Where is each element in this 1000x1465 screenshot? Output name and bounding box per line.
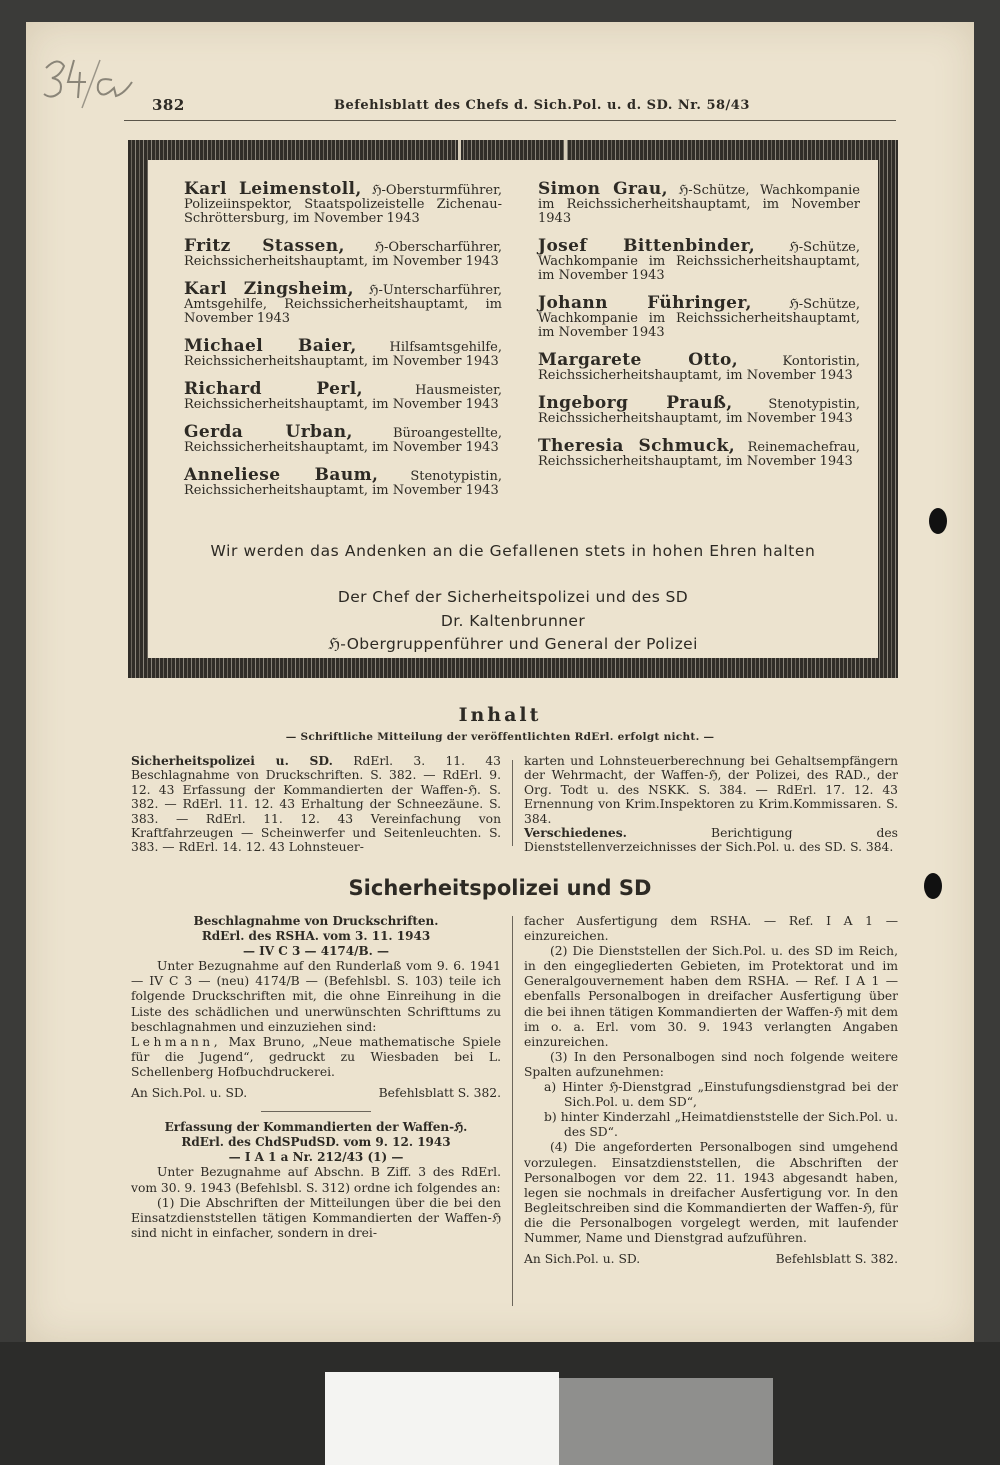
article-file-number: — IV C 3 — 4174/B. — — [243, 944, 389, 959]
memorial-left-column — [184, 179, 502, 511]
body-right-column — [524, 914, 898, 1267]
contents-heading: Verschiedenes. — [524, 825, 627, 841]
memorial-entry: Richard Perl, Hausmeister, Reichssicherheitshauptamt, im November 1943 — [184, 379, 502, 412]
memorial-right-column — [538, 179, 860, 482]
color-calibration-white — [325, 1372, 559, 1465]
signature-name: Dr. Kaltenbrunner — [440, 612, 586, 630]
memorial-entry: Ingeborg Prauß, Stenotypistin, Reichssicherheitshauptamt, im November 1943 — [538, 393, 860, 426]
signature-rank: ℌ-Obergruppenführer und General der Polizei — [328, 635, 698, 653]
signature-line-1: Der Chef der Sicherheitspolizei und des SD — [337, 588, 689, 606]
memorial-entry: Gerda Urban, Büroangestellte, Reichssicherheitshauptamt, im November 1943 — [184, 422, 502, 455]
memorial-entry: Simon Grau, ℌ-Schütze, Wachkompanie im Reichssicherheitshauptamt, im November 1943 — [538, 179, 860, 226]
paragraph: Unter Bezugnahme auf Abschn. B Ziff. 3 des RdErl. vom 30. 9. 1943 (Befehlsbl. S. 312) ordne ich folgendes an: — [131, 1165, 501, 1195]
contents-left-column: Sicherheitspolizei u. SD. RdErl. 3. 11. 43 Beschlagnahme von Druckschriften. S. 382. — RdErl. 9. 12. 43 Erfassung der Kommandierten der Waffen-ℌ. S. 382. — RdErl. 11. 12. 43 Erhaltung der Schneezäune. S. 383. — RdErl. 11. 12. 43 Vereinfachung von Kraftfahrzeugen — Scheinwerfer und Seitenleuchten. S. 383. — RdErl. 14. 12. 43 Lohnsteuer- — [131, 753, 501, 855]
paragraph: (4) Die angeforderten Personalbogen sind umgehend vorzulegen. Einsatzdienststellen, die Abschriften der Personalbogen vor dem 22. 11. 1943 abgesandt haben, legen sie nochmals in dreifacher Ausfertigung vor. In den Begleitschreiben sind die Kommandierten der Waffen-ℌ, für die die Personalbogen vorgelegt werden, mit laufender Nummer, Name und Dienstgrad aufzuführen. — [524, 1140, 898, 1245]
memorial-entry: Anneliese Baum, Stenotypistin, Reichssicherheitshauptamt, im November 1943 — [184, 465, 502, 498]
publication-title: Befehlsblatt des Chefs d. Sich.Pol. u. d. SD. Nr. 58/43 — [334, 98, 750, 113]
body-left-column — [131, 914, 501, 1241]
paragraph: (2) Die Dienststellen der Sich.Pol. u. des SD im Reich, in den eingegliederten Gebieten, im Protektorat und im Generalgouvernement haben dem RSHA. — Ref. I A 1 — ebenfalls Personalbogen in dreifacher Ausfertigung über die bei ihnen tätigen Kommandierten der Waffen-ℌ mit dem im o. a. Erl. vom 30. 9. 1943 verlangten Angaben einzureichen. — [524, 944, 898, 1049]
article-reference: RdErl. des RSHA. vom 3. 11. 1943 — [201, 929, 431, 944]
memorial-panel — [148, 160, 878, 658]
separator — [261, 1111, 371, 1112]
memorial-entry: Karl Zingsheim, ℌ-Unterscharführer, Amtsgehilfe, Reichssicherheitshauptamt, im November 1943 — [184, 279, 502, 326]
punch-hole — [929, 508, 947, 534]
memorial-entry: Josef Bittenbinder, ℌ-Schütze, Wachkompanie im Reichssicherheitshauptamt, im November 1943 — [538, 236, 860, 283]
memorial-entry: Theresia Schmuck, Reinemachefrau, Reichssicherheitshauptamt, im November 1943 — [538, 436, 860, 469]
memorial-entry: Margarete Otto, Kontoristin, Reichssicherheitshauptamt, im November 1943 — [538, 350, 860, 383]
contents-subtitle: — Schriftliche Mitteilung der veröffentlichten RdErl. erfolgt nicht. — — [285, 731, 715, 743]
section-title: Sicherheitspolizei und SD — [348, 876, 652, 900]
column-divider — [512, 760, 513, 846]
paragraph: (3) In den Personalbogen sind noch folgende weitere Spalten aufzunehmen: — [524, 1049, 898, 1079]
memorial-entry: Johann Führinger, ℌ-Schütze, Wachkompanie im Reichssicherheitshauptamt, im November 1943 — [538, 293, 860, 340]
memorial-entry: Fritz Stassen, ℌ-Oberscharführer, Reichssicherheitshauptamt, im November 1943 — [184, 236, 502, 269]
paragraph: Lehmann, Max Bruno, „Neue mathematische Spiele für die Jugend“, gedruckt zu Wiesbaden bei L. Schellenberg Hofbuchdruckerei. — [131, 1034, 501, 1079]
column-divider — [512, 916, 513, 1306]
article-title: Erfassung der Kommandierten der Waffen-ℌ. — [164, 1120, 468, 1135]
memorial-entry: Karl Leimenstoll, ℌ-Obersturmführer, Polizeiinspektor, Staatspolizeistelle Zichenau-Schröttersburg, im November 1943 — [184, 179, 502, 226]
color-calibration-gray — [559, 1378, 773, 1465]
list-item: b) hinter Kinderzahl „Heimatdienststelle der Sich.Pol. u. des SD“. — [544, 1110, 898, 1140]
article-file-number: — I A 1 a Nr. 212/43 (1) — — [228, 1150, 404, 1165]
contents-title: Inhalt — [458, 704, 542, 726]
contents-heading: Sicherheitspolizei u. SD. — [131, 753, 333, 768]
distribution-line: An Sich.Pol. u. SD. Befehlsblatt S. 382. — [131, 1086, 501, 1101]
paragraph: (1) Die Abschriften der Mitteilungen über die bei den Einsatzdienststellen tätigen Kommandierten der Waffen-ℌ sind nicht in einfacher, sondern in drei- — [131, 1195, 501, 1240]
memorial-dedication: Wir werden das Andenken an die Gefallenen stets in hohen Ehren halten — [210, 542, 816, 560]
article-title: Beschlagnahme von Druckschriften. — [193, 914, 439, 928]
distribution-line: An Sich.Pol. u. SD. Befehlsblatt S. 382. — [524, 1252, 898, 1267]
paragraph: facher Ausfertigung dem RSHA. — Ref. I A 1 — einzureichen. — [524, 914, 898, 944]
memorial-frame — [128, 140, 898, 678]
page-header — [124, 96, 896, 121]
page-number: 382 — [152, 96, 185, 114]
article-reference: RdErl. des ChdSPudSD. vom 9. 12. 1943 — [181, 1135, 451, 1150]
paragraph: Unter Bezugnahme auf den Runderlaß vom 9. 6. 1941 — IV C 3 — (neu) 4174/B — (Befehlsbl. S. 103) teile ich folgende Druckschriften mit, die ohne Einreihung in die Liste des schädlichen und unerwünschten Schrifttums zu beschlagnahmen und einzuziehen sind: — [131, 959, 501, 1034]
list-item: a) Hinter ℌ-Dienstgrad „Einstufungsdienstgrad bei der Sich.Pol. u. dem SD“, — [544, 1080, 898, 1110]
memorial-entry: Michael Baier, Hilfsamtsgehilfe, Reichssicherheitshauptamt, im November 1943 — [184, 336, 502, 369]
contents-right-column: karten und Lohnsteuerberechnung bei Gehaltsempfängern der Wehrmacht, der Waffen-ℌ, der Polizei, des RAD., der Org. Todt u. des NSKK. S. 384. — RdErl. 17. 12. 43 Ernennung von Krim.Inspektoren zu Krim.Kommissaren. S. 384. Verschiedenes. Berichtigung des Dienststellenverzeichnisses der Sich.Pol. u. des SD. S. 384. — [524, 754, 898, 855]
